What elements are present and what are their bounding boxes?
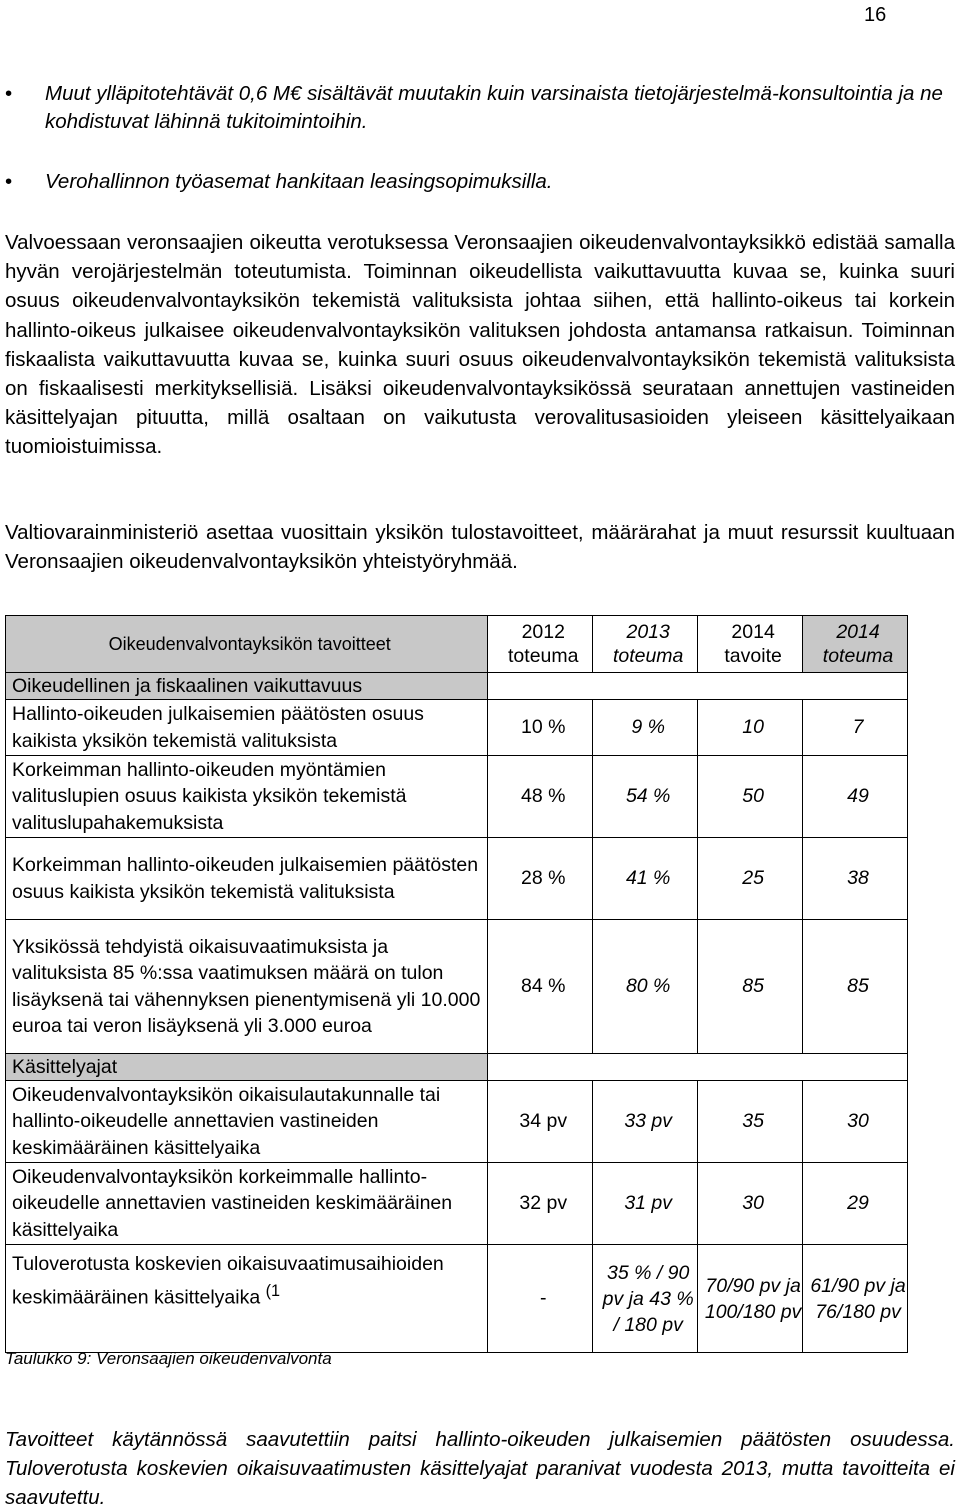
table-row bbox=[6, 1081, 908, 1163]
goals-table bbox=[5, 615, 908, 1353]
target-2014: 50 bbox=[698, 756, 803, 838]
table-row bbox=[6, 700, 908, 756]
row-label: Oikeudenvalvontayksikön korkeimmalle hallinto-oikeudelle annettavien vastineiden keskimääräinen käsittelyaika bbox=[6, 1163, 488, 1245]
header-2014: 2014 toteuma bbox=[803, 616, 908, 673]
value-2013: 54 % bbox=[593, 756, 698, 838]
header-2014-target: 2014 tavoite bbox=[698, 616, 803, 673]
value-2014: 61/90 pv ja 76/180 pv bbox=[803, 1245, 908, 1353]
table-header-row bbox=[6, 616, 908, 673]
value-2014: 29 bbox=[803, 1163, 908, 1245]
section-row bbox=[6, 673, 908, 700]
value-2014: 85 bbox=[803, 920, 908, 1054]
value-2014: 38 bbox=[803, 838, 908, 920]
value-2013: 80 % bbox=[593, 920, 698, 1054]
value-2012: 34 pv bbox=[488, 1081, 593, 1163]
value-2012: 10 % bbox=[488, 700, 593, 756]
empty-cell bbox=[488, 1054, 908, 1081]
table-row bbox=[6, 838, 908, 920]
row-label bbox=[6, 1245, 488, 1353]
header-2012: 2012 toteuma bbox=[488, 616, 593, 673]
value-2012: 28 % bbox=[488, 838, 593, 920]
bullet-list bbox=[0, 80, 960, 228]
bullet-item: • Verohallinnon työasemat hankitaan leasingsopimuksilla. bbox=[0, 168, 950, 196]
value-2013: 41 % bbox=[593, 838, 698, 920]
table-row bbox=[6, 920, 908, 1054]
table-row bbox=[6, 1245, 908, 1353]
table-row bbox=[6, 756, 908, 838]
target-2014: 10 bbox=[698, 700, 803, 756]
value-2012: 48 % bbox=[488, 756, 593, 838]
header-goal: Oikeudenvalvontayksikön tavoitteet bbox=[6, 616, 488, 673]
page-number: 16 bbox=[864, 4, 887, 26]
closing-paragraph: Tavoitteet käytännössä saavutettiin paitsi hallinto-oikeuden julkaisemien päätösten osuudessa. Tuloverotusta koskevien oikaisuvaatimusten käsittelyajat paranivat vuodesta 2013, mutta tavoitteita ei saavutettu. bbox=[5, 1428, 955, 1509]
target-2014: 70/90 pv ja 100/180 pv bbox=[698, 1245, 803, 1353]
row-label: Yksikössä tehdyistä oikaisuvaatimuksista ja valituksista 85 %:ssa vaatimuksen määrä on tulon lisäyksenä tai vähennyksen pienentymisenä yli 10.000 euroa tai veron lisäyksenä yli 3.000 euroa bbox=[6, 920, 488, 1054]
value-2012: - bbox=[488, 1245, 593, 1353]
row-label: Hallinto-oikeuden julkaisemien päätösten osuus kaikista yksikön tekemistä valituksista bbox=[6, 700, 488, 756]
table-caption: Taulukko 9: Veronsaajien oikeudenvalvonta bbox=[5, 1349, 332, 1368]
bullet-item: • Muut ylläpitotehtävät 0,6 M€ sisältävät muutakin kuin varsinaista tietojärjestelmä-konsultointia ja ne kohdistuvat lähinnä tukitoimintoihin. bbox=[0, 80, 950, 136]
header-2013: 2013 toteuma bbox=[593, 616, 698, 673]
row-label: Korkeimman hallinto-oikeuden julkaisemien päätösten osuus kaikista yksikön tekemistä valituksista bbox=[6, 838, 488, 920]
value-2012: 84 % bbox=[488, 920, 593, 1054]
target-2014: 30 bbox=[698, 1163, 803, 1245]
value-2013: 9 % bbox=[593, 700, 698, 756]
value-2013: 31 pv bbox=[593, 1163, 698, 1245]
value-2012: 32 pv bbox=[488, 1163, 593, 1245]
value-2014: 7 bbox=[803, 700, 908, 756]
table-row bbox=[6, 1163, 908, 1245]
target-2014: 25 bbox=[698, 838, 803, 920]
section-title: Oikeudellinen ja fiskaalinen vaikuttavuus bbox=[6, 673, 488, 700]
value-2013: 35 % / 90 pv ja 43 % / 180 pv bbox=[593, 1245, 698, 1353]
target-2014: 35 bbox=[698, 1081, 803, 1163]
paragraph: Valvoessaan veronsaajien oikeutta verotuksessa Veronsaajien oikeudenvalvontayksikkö edistää samalla hyvän verojärjestelmän toteutumista. Toiminnan oikeudellista vaikuttavuutta kuvaa se, kuinka suuri osuus oikeudenvalvontayksikön tekemistä valituksista johtaa siihen, että hallinto-oikeus tai korkein hallinto-oikeus julkaisee oikeudenvalvontayksikön valituksen johdosta antamansa ratkaisun. Toiminnan fiskaalista vaikuttavuutta kuvaa se, kuinka suuri osuus oikeudenvalvontayksikön tekemistä valituksista on fiskaalisesti merkityksellisiä. Lisäksi oikeudenvalvontayksikössä seurataan annettujen vastineiden käsittelyajan pituutta, millä osaltaan on vaikutusta verovalitusasioiden yleiseen käsittelyaikaan tuomioistuimissa. bbox=[5, 231, 955, 459]
target-2014: 85 bbox=[698, 920, 803, 1054]
row-label: Oikeudenvalvontayksikön oikaisulautakunnalle tai hallinto-oikeudelle annettavien vastineiden keskimääräinen käsittelyaika bbox=[6, 1081, 488, 1163]
value-2014: 49 bbox=[803, 756, 908, 838]
footnote-mark: (1 bbox=[265, 1281, 281, 1300]
empty-cell bbox=[488, 673, 908, 700]
section-row bbox=[6, 1054, 908, 1081]
section-title: Käsittelyajat bbox=[6, 1054, 488, 1081]
value-2013: 33 pv bbox=[593, 1081, 698, 1163]
value-2014: 30 bbox=[803, 1081, 908, 1163]
row-label-text: Tuloverotusta koskevien oikaisuvaatimusaihioiden keskimääräinen käsittelyaika bbox=[12, 1253, 444, 1308]
paragraph: Valtiovarainministeriö asettaa vuosittain yksikön tulostavoitteet, määrärahat ja muut resurssit kuultuaan Veronsaajien oikeudenvalvontayksikön yhteistyöryhmää. bbox=[5, 521, 955, 574]
row-label: Korkeimman hallinto-oikeuden myöntämien valituslupien osuus kaikista yksikön tekemistä valituslupahakemuksista bbox=[6, 756, 488, 838]
